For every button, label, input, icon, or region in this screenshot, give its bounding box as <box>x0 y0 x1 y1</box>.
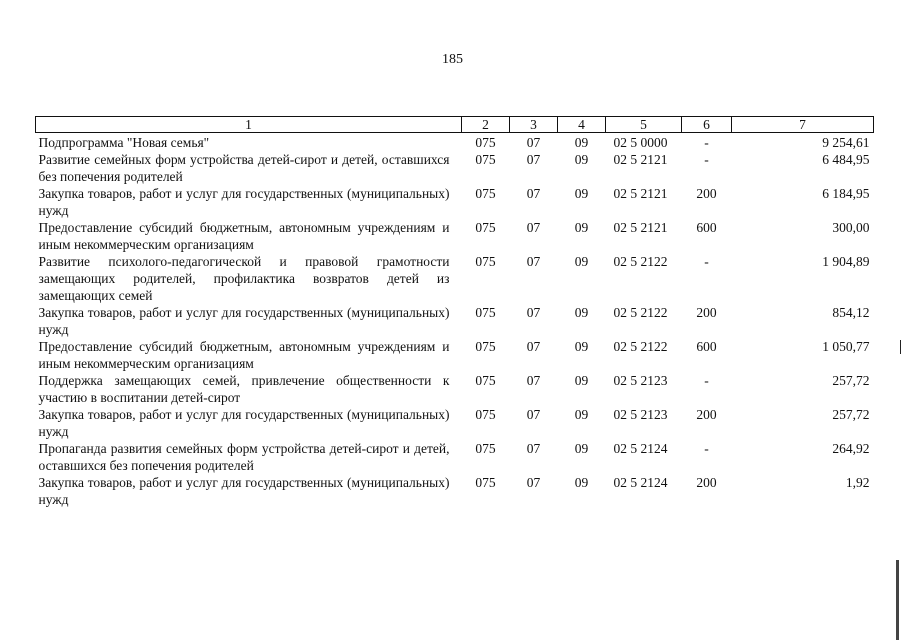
row-col-7: 1 050,77 <box>822 339 870 354</box>
row-col-5: 02 5 2121 <box>613 220 668 235</box>
row-col-6: - <box>704 254 709 269</box>
row-col-5: 02 5 2124 <box>613 441 668 456</box>
row-name: Пропаганда развития семейных форм устройства детей-сирот и детей, оставшихся без попечения родителей <box>38 441 450 473</box>
row-col-2: 075 <box>475 407 496 422</box>
row-name: Предоставление субсидий бюджетным, автономным учреждениям и иным некоммерческим организациям <box>38 220 450 252</box>
column-header-1: 1 <box>36 117 462 133</box>
row-name: Подпрограмма "Новая семья" <box>38 135 210 150</box>
row-col-4: 09 <box>574 186 589 201</box>
row-col-7: 300,00 <box>832 220 870 235</box>
row-col-7: 6 184,95 <box>822 186 870 201</box>
row-col-4: 09 <box>574 135 589 150</box>
row-col-4: 09 <box>574 407 589 422</box>
column-header-7: 7 <box>732 117 874 133</box>
row-col-6: - <box>704 441 709 456</box>
table-row <box>36 253 874 304</box>
row-col-4: 09 <box>574 305 589 320</box>
row-name: Закупка товаров, работ и услуг для государственных (муниципальных) нужд <box>38 475 450 507</box>
table-row <box>36 372 874 406</box>
row-col-6: - <box>704 135 709 150</box>
row-name: Закупка товаров, работ и услуг для государственных (муниципальных) нужд <box>38 186 450 218</box>
row-name: Развитие семейных форм устройства детей-сирот и детей, оставшихся без попечения родителей <box>38 152 450 184</box>
row-col-2: 075 <box>475 254 496 269</box>
row-col-7: 257,72 <box>832 373 870 388</box>
row-col-5: 02 5 2122 <box>613 254 668 269</box>
row-name: Развитие психолого-педагогической и правовой грамотности замещающих родителей, профилактика возвратов детей из замещающих семей <box>38 254 450 303</box>
row-col-6: 200 <box>696 186 717 201</box>
row-col-2: 075 <box>475 441 496 456</box>
margin-mark <box>900 340 901 354</box>
row-col-6: - <box>704 152 709 167</box>
table-row <box>36 474 874 508</box>
table-header-row <box>36 117 874 133</box>
row-col-7: 854,12 <box>832 305 870 320</box>
table-row <box>36 133 874 152</box>
row-col-2: 075 <box>475 475 496 490</box>
column-header-3: 3 <box>510 117 558 133</box>
row-col-4: 09 <box>574 152 589 167</box>
row-col-3: 07 <box>526 475 541 490</box>
row-col-2: 075 <box>475 339 496 354</box>
row-col-6: 600 <box>696 339 717 354</box>
row-col-4: 09 <box>574 220 589 235</box>
row-col-4: 09 <box>574 441 589 456</box>
row-col-5: 02 5 2121 <box>613 152 668 167</box>
row-col-4: 09 <box>574 475 589 490</box>
row-col-5: 02 5 2123 <box>613 407 668 422</box>
row-col-5: 02 5 2122 <box>613 305 668 320</box>
row-col-3: 07 <box>526 305 541 320</box>
row-col-3: 07 <box>526 254 541 269</box>
row-col-2: 075 <box>475 373 496 388</box>
table-row <box>36 185 874 219</box>
row-col-4: 09 <box>574 339 589 354</box>
row-col-4: 09 <box>574 254 589 269</box>
column-header-6: 6 <box>682 117 732 133</box>
row-col-3: 07 <box>526 441 541 456</box>
row-col-6: 200 <box>696 305 717 320</box>
row-col-2: 075 <box>475 135 496 150</box>
column-header-4: 4 <box>558 117 606 133</box>
row-col-2: 075 <box>475 186 496 201</box>
row-col-3: 07 <box>526 220 541 235</box>
row-col-5: 02 5 2121 <box>613 186 668 201</box>
row-col-3: 07 <box>526 152 541 167</box>
row-col-3: 07 <box>526 186 541 201</box>
table-row <box>36 219 874 253</box>
row-col-2: 075 <box>475 220 496 235</box>
row-col-7: 257,72 <box>832 407 870 422</box>
table-row <box>36 151 874 185</box>
column-header-5: 5 <box>606 117 682 133</box>
row-col-4: 09 <box>574 373 589 388</box>
table-row <box>36 338 874 372</box>
row-col-3: 07 <box>526 407 541 422</box>
row-col-6: 200 <box>696 407 717 422</box>
row-col-7: 1 904,89 <box>822 254 870 269</box>
row-col-6: - <box>704 373 709 388</box>
row-col-2: 075 <box>475 305 496 320</box>
row-name: Закупка товаров, работ и услуг для государственных (муниципальных) нужд <box>38 305 450 337</box>
row-col-3: 07 <box>526 135 541 150</box>
budget-table <box>35 116 874 508</box>
row-col-5: 02 5 0000 <box>613 135 668 150</box>
row-name: Поддержка замещающих семей, привлечение общественности к участию в воспитании детей-сирот <box>38 373 450 405</box>
row-name: Предоставление субсидий бюджетным, автономным учреждениям и иным некоммерческим организациям <box>38 339 450 371</box>
row-col-2: 075 <box>475 152 496 167</box>
row-col-6: 600 <box>696 220 717 235</box>
row-col-7: 6 484,95 <box>822 152 870 167</box>
row-name: Закупка товаров, работ и услуг для государственных (муниципальных) нужд <box>38 407 450 439</box>
row-col-7: 264,92 <box>832 441 870 456</box>
row-col-6: 200 <box>696 475 717 490</box>
row-col-7: 1,92 <box>845 475 870 490</box>
row-col-5: 02 5 2123 <box>613 373 668 388</box>
table-row <box>36 304 874 338</box>
row-col-5: 02 5 2122 <box>613 339 668 354</box>
column-header-2: 2 <box>462 117 510 133</box>
page-edge-shadow <box>896 560 899 640</box>
page-number: 185 <box>442 52 463 67</box>
row-col-7: 9 254,61 <box>822 135 870 150</box>
row-col-3: 07 <box>526 339 541 354</box>
row-col-5: 02 5 2124 <box>613 475 668 490</box>
table-row <box>36 440 874 474</box>
row-col-3: 07 <box>526 373 541 388</box>
table-row <box>36 406 874 440</box>
